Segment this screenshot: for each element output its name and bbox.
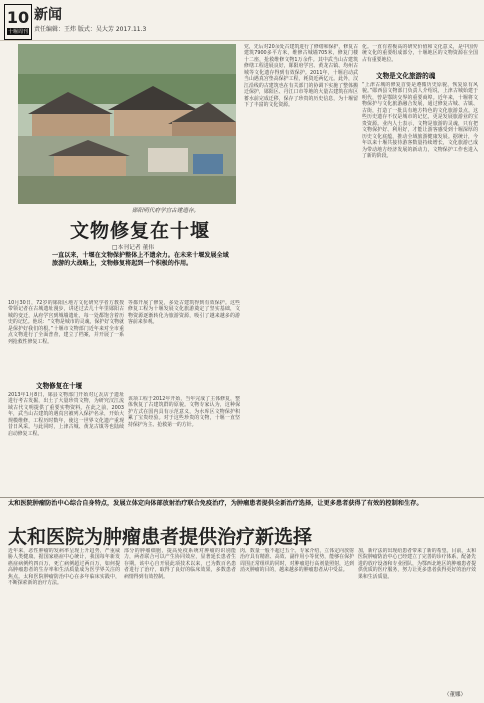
photo-illustration xyxy=(18,44,236,204)
article-lead: 一直以来，十堰在文物保护整体上不遗余力。在未来十堰发展全域旅游的大战略上，文物修复将起到一个积极的作用。 xyxy=(52,252,229,268)
article2-col-3: 肉，数量一般不超过五个。专家介绍，立体定向放射治疗具有精准、高效、副作用小等优势，能够在保护周围正常组织的同时，对肿瘤进行高剂量照射，达到消灭肿瘤的目的，越来越多的肿瘤患者从中受益。 xyxy=(240,548,354,574)
article-col-b-top: 等都开展了修复，多处古建筑得到有效保护。这些修复工程为十堰发展文化旅游奠定了坚实基础，文物资源逐渐转化为旅游资源，吸引了越来越多的游客前来参观。 xyxy=(128,300,240,326)
article2-col-2: 部分的肿瘤细胞，提高免疫系统对肿瘤的识别能力，两者联合可以产生协同效应，显著延长患者生存期。该中心自开展此项技术以来，已为数百名患者进行了治疗，取得了良好的临床效果，多数患者病情得到有效控制。 xyxy=(124,548,236,580)
article2-col-4: 加，新疗法的出现给患者带来了新的希望。目前，太和医院肿瘤防治中心已经建立了完善的诊疗体系，配备先进的放疗设备和专业团队，为鄂西北地区的肿瘤患者提供优质的医疗服务，努力让更多患者获得更好的治疗效果和生活质量。 xyxy=(358,548,476,580)
section-title: 新闻 xyxy=(34,7,62,23)
article2-lead: 太和医院肿瘤防治中心综合自身特点，发展立体定向体部放射治疗联合免疫治疗，为肿瘤患者提供全新治疗选择，让更多患者获得了有效的控制和生存。 xyxy=(8,500,423,507)
article-col-c: 党，先后对20余处古建筑进行了修缮和保护，修复古建筑7900多平方米，维修古城墙705米，修复门楼十二座，抢救维修文物1万余件。其中武当山古建筑修缮工程进展良好，郧阳府学宫、黄龙古镇、均州古城等文化遗存得到有效保护。2011年，十堰启动武当山遇真宫垫高保护工程，耗资近两亿元。此外，汉江沿线的古建筑也在有关部门的协调下实施了整体搬迁保护，郧阳区、丹江口市等地的大量古建筑在库区蓄水前完成迁移，保存了珍贵的历史信息，为十堰留下了丰富的文化资源。 xyxy=(244,44,358,109)
photo-caption: 郧阳明代府学宫古建遗存。 xyxy=(132,208,200,214)
page-number: 10 xyxy=(6,7,30,27)
article-col-d: 化。一直有着极高的研究价值和文化意义，是中国传统文化的重要组成部分，十堰地区的文物资源在全国占有重要地位。 xyxy=(362,44,478,63)
article-subhead-a: 文物修复在十堰 xyxy=(36,382,83,390)
news-photo xyxy=(18,44,236,204)
article2-title: 太和医院为肿瘤患者提供治疗新选择 xyxy=(8,526,313,548)
article2-signature: （董娜） xyxy=(444,692,467,698)
article2-col-1: 近年来，恶性肿瘤的发病率呈现上升趋势，严重威胁人类健康。据国家癌症中心统计，我国每年新发癌症病例约四百万，死亡病例超过两百万，如何提高肿瘤患者的生存率和生活质量成为医学界关注的焦点。太和医院肿瘤防治中心在多年临床实践中，不断探索新的治疗方法。 xyxy=(8,548,120,587)
article-col-d2: “上津古城的修复首要是遵循历史原貌，恢复原有风貌。”郧西县文物部门负责人介绍说，上津古城始建于明代，曾是鄂陕交界的重要商埠。近年来，十堰将文物保护与文化旅游融合发展，通过修复古城、古镇、古街，打造了一批具有地方特色的文化旅游景点。这些历史遗存不仅是城市的记忆，更是发展旅游业的宝贵资源。业内人士表示，文物是旅游的灵魂，只有把文物保护好、利用好，才能让游客感受到十堰深厚的历史文化底蕴，推动全域旅游健康发展。据统计，今年以来十堰共接待游客数量持续增长，文化旅游已成为带动地方经济发展的新动力，文物保护工作也进入了新的阶段。 xyxy=(362,82,478,159)
page-header xyxy=(0,0,484,41)
page-number-box xyxy=(4,4,32,40)
article-byline: □本刊记者 董伟 xyxy=(112,245,155,251)
section-divider xyxy=(0,497,484,498)
article-title: 文物修复在十堰 xyxy=(70,220,211,242)
article-subhead-d: 文物是文化旅游的魂 xyxy=(376,72,436,80)
editors-line: 责任编辑：王炜 版式：吴大芳 2017.11.3 xyxy=(34,26,147,33)
article-col-a-top: 10月30日，72岁的郧阳区地方文化研究学者方教授带领记者在古城遗址漫步，讲述过去几十年里郧阳古城的变迁，从府学宫到城墙遗址，每一处都饱含着历史的记忆。他说：“文物是城市的灵魂，保护好文物就是保护好我们的根。”十堰市文物部门近年来对全市重点文物进行了全面普查，建立了档案，并开展了一系列抢救性修复工程。 xyxy=(8,300,124,345)
paper-name: 十堰周刊 xyxy=(7,28,28,35)
article-col-a-bottom: 2013年1月8日，郧县文物部门开始对辽瓦店子遗址进行考古发掘，出土了大量珍贵文物，为研究汉江流域古代文明提供了重要实物资料。在此之前，2003年，武当山古建筑的遇真宫被列入保护名录，开始大规模维修，工程历时数年，使这一世界文化遗产重现昔日风采。与此同时，上津古城、黄龙古镇等也陆续启动修复工程。 xyxy=(8,392,124,437)
article-col-b-bottom: 该项工程于2012年开始，当年完成了主体修复，整体恢复了古建筑群的原貌。文物专家认为，这种保护方式在国内具有示范意义，为水库区文物保护积累了宝贵经验。对于这些珍贵的文物，十堰一直坚持保护为主、抢救第一的方针。 xyxy=(128,396,240,428)
